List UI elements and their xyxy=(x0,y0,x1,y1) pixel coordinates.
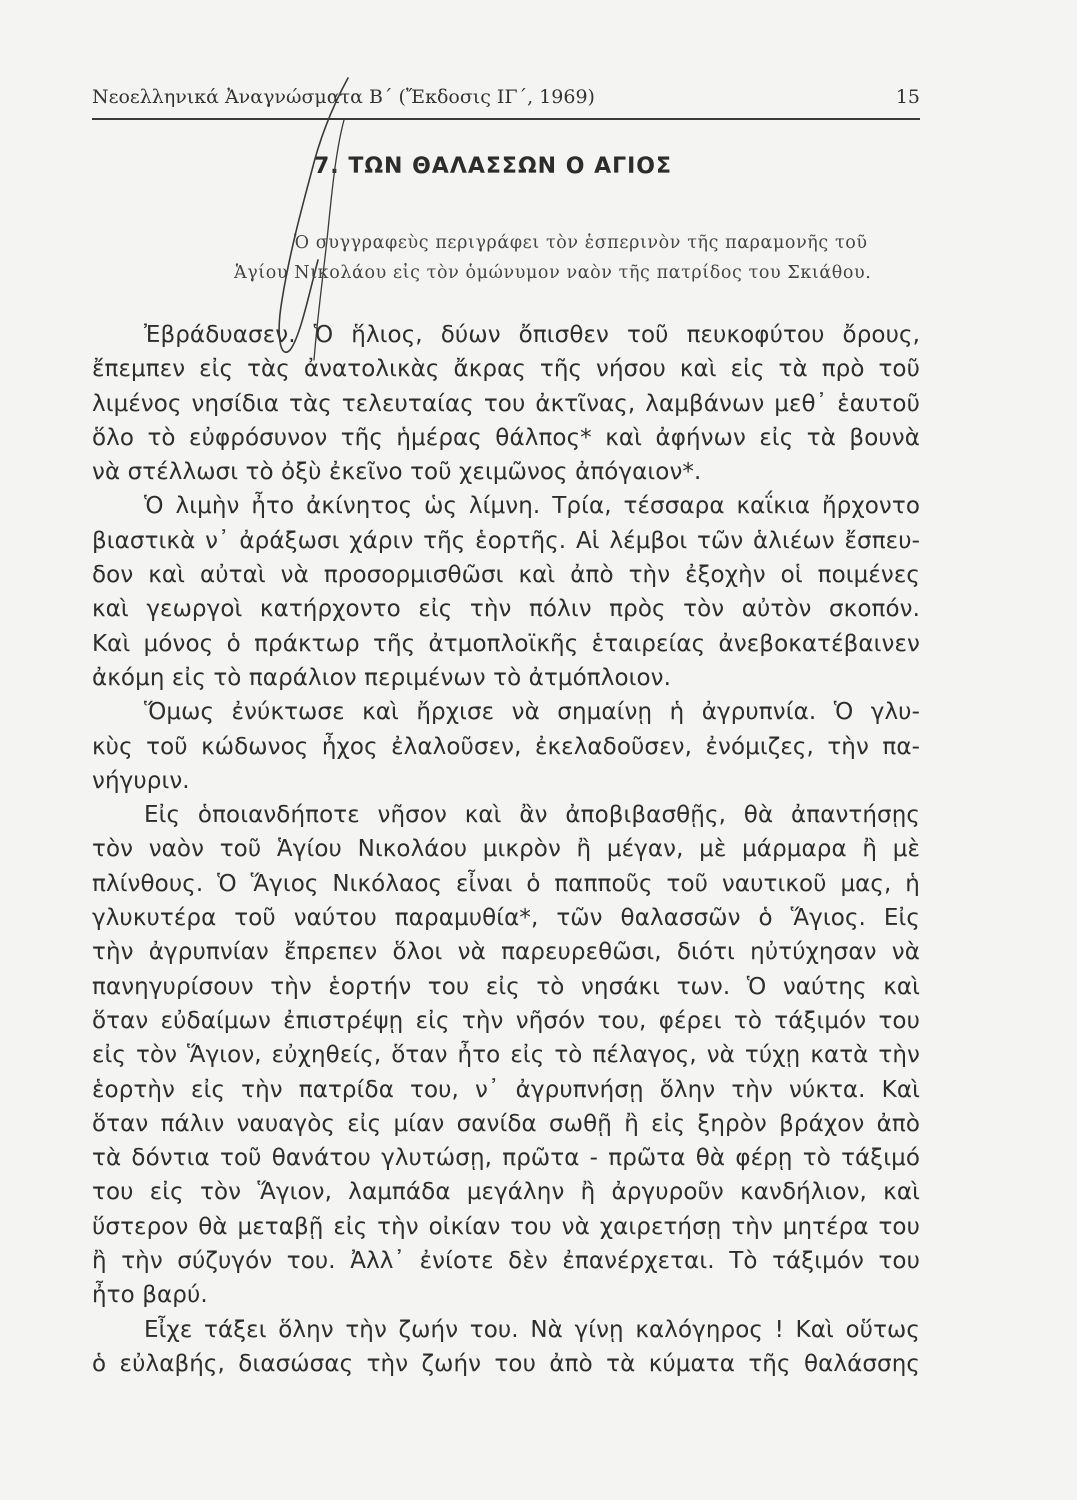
text-line: Εἰς ὁποιανδήποτε νῆσον καὶ ἂν ἀποβιβασθῇς, θὰ ἀπαντήσῃς xyxy=(144,802,920,829)
intro-line-2: Ἁγίου Νικολάου εἰς τὸν ὁμώνυμον ναὸν τῆς πατρίδος του Σκιάθου. xyxy=(234,263,872,283)
text-line: ἢ τὴν σύζυγόν του. Ἀλλ᾽ ἐνίοτε δὲν ἐπανέρχεται. Τὸ τάξιμόν του xyxy=(92,1248,920,1275)
text-line: βιαστικὰ ν᾽ ἀράξωσι χάριν τῆς ἑορτῆς. Αἱ λέμβοι τῶν ἁλιέων ἔσπευ- xyxy=(92,527,920,554)
text-line: Εἶχε τάξει ὅλην τὴν ζωήν του. Νὰ γίνῃ καλόγηρος ! Καὶ οὕτως xyxy=(144,1316,920,1343)
text-line: πλίνθους. Ὁ Ἅγιος Νικόλαος εἶναι ὁ παπποῦς τοῦ ναυτικοῦ μας, ἡ xyxy=(92,870,920,897)
intro-line-1: Ὁ συγγραφεὺς περιγράφει τὸν ἑσπερινὸν τῆς παραμονῆς τοῦ xyxy=(294,233,868,253)
text-line: ὁ εὐλαβής, διασώσας τὴν ζωήν του ἀπὸ τὰ κύματα τῆς θαλάσσης xyxy=(92,1350,920,1377)
header-book-title: Νεοελληνικά Ἀναγνώσματα Β΄ (Ἔκδοσις ΙΓ΄, 1969) xyxy=(92,86,595,108)
text-line: Ὁ λιμὴν ἦτο ἀκίνητος ὡς λίμνη. Τρία, τέσσαρα καΐκια ἤρχοντο xyxy=(144,493,920,520)
text-line: νὰ στέλλωσι τὸ ὀξὺ ἐκεῖνο τοῦ χειμῶνος ἀπόγαιον*. xyxy=(92,459,702,486)
text-line: τὴν ἀγρυπνίαν ἔπρεπεν ὅλοι νὰ παρευρεθῶσι, διότι ηὐτύχησαν νὰ xyxy=(92,939,920,966)
page-number: 15 xyxy=(895,86,920,108)
chapter-title: 7. ΤΩΝ ΘΑΛΑΣΣΩΝ Ο ΑΓΙΟΣ xyxy=(314,154,673,179)
text-line: ἔπεμπεν εἰς τὰς ἀνατολικὰς ἄκρας τῆς νήσου καὶ εἰς τὰ πρὸ τοῦ xyxy=(92,356,920,383)
text-line: ἑορτὴν εἰς τὴν πατρίδα του, ν᾽ ἀγρυπνήσῃ ὅλην τὴν νύκτα. Καὶ xyxy=(92,1076,920,1103)
text-line: δον καὶ αὐταὶ νὰ προσορμισθῶσι καὶ ἀπὸ τὴν ἐξοχὴν οἱ ποιμένες xyxy=(92,562,920,589)
running-header xyxy=(92,86,920,116)
text-line: νήγυριν. xyxy=(92,767,190,794)
text-line: Ὅμως ἐνύκτωσε καὶ ἤρχισε νὰ σημαίνῃ ἡ ἀγρυπνία. Ὁ γλυ- xyxy=(144,699,920,726)
text-line: λιμένος νησίδια τὰς τελευταίας του ἀκτῖνας, λαμβάνων μεθ᾽ ἑαυτοῦ xyxy=(92,390,920,417)
body-text xyxy=(92,318,920,1381)
text-line: Καὶ μόνος ὁ πράκτωρ τῆς ἀτμοπλοϊκῆς ἑταιρείας ἀνεβοκατέβαινεν xyxy=(92,630,920,657)
text-line: καὶ γεωργοὶ κατήρχοντο εἰς τὴν πόλιν πρὸς τὸν αὐτὸν σκοπόν. xyxy=(92,596,920,623)
text-line: του εἰς τὸν Ἅγιον, λαμπάδα μεγάλην ἢ ἀργυροῦν κανδήλιον, καὶ xyxy=(92,1179,920,1206)
text-line: εἰς τὸν Ἅγιον, εὐχηθείς, ὅταν ἦτο εἰς τὸ πέλαγος, νὰ τύχῃ κατὰ τὴν xyxy=(92,1042,920,1069)
text-line: ὕστερον θὰ μεταβῇ εἰς τὴν οἰκίαν του νὰ χαιρετήσῃ τὴν μητέρα του xyxy=(92,1213,920,1240)
text-line: ἀκόμη εἰς τὸ παράλιον περιμένων τὸ ἀτμόπλοιον. xyxy=(92,664,672,691)
header-rule xyxy=(92,118,920,120)
text-line: ἦτο βαρύ. xyxy=(92,1282,208,1309)
text-line: ὅταν εὐδαίμων ἐπιστρέψῃ εἰς τὴν νῆσόν του, φέρει τὸ τάξιμόν του xyxy=(92,1007,920,1034)
text-line: γλυκυτέρα τοῦ ναύτου παραμυθία*, τῶν θαλασσῶν ὁ Ἅγιος. Εἰς xyxy=(92,905,920,932)
chapter-intro xyxy=(234,228,914,288)
text-line: κὺς τοῦ κώδωνος ἦχος ἐλαλοῦσεν, ἐκελαδοῦσεν, ἐνόμιζες, τὴν πα- xyxy=(92,733,920,760)
text-line: πανηγυρίσουν τὴν ἑορτήν του εἰς τὸ νησάκι των. Ὁ ναύτης καὶ xyxy=(92,973,920,1000)
text-line: τὰ δόντια τοῦ θανάτου γλυτώσῃ, πρῶτα - πρῶτα θὰ φέρῃ τὸ τάξιμό xyxy=(92,1145,920,1172)
text-line: Ἐβράδυασεν. Ὁ ἥλιος, δύων ὄπισθεν τοῦ πευκοφύτου ὄρους, xyxy=(144,322,920,348)
text-line: ὅταν πάλιν ναυαγὸς εἰς μίαν σανίδα σωθῇ ἢ εἰς ξηρὸν βράχον ἀπὸ xyxy=(92,1110,920,1137)
text-line: ὅλο τὸ εὐφρόσυνον τῆς ἡμέρας θάλπος* καὶ ἀφήνων εἰς τὰ βουνὰ xyxy=(92,424,920,451)
text-line: τὸν ναὸν τοῦ Ἁγίου Νικολάου μικρὸν ἢ μέγαν, μὲ μάρμαρα ἢ μὲ xyxy=(92,836,920,863)
